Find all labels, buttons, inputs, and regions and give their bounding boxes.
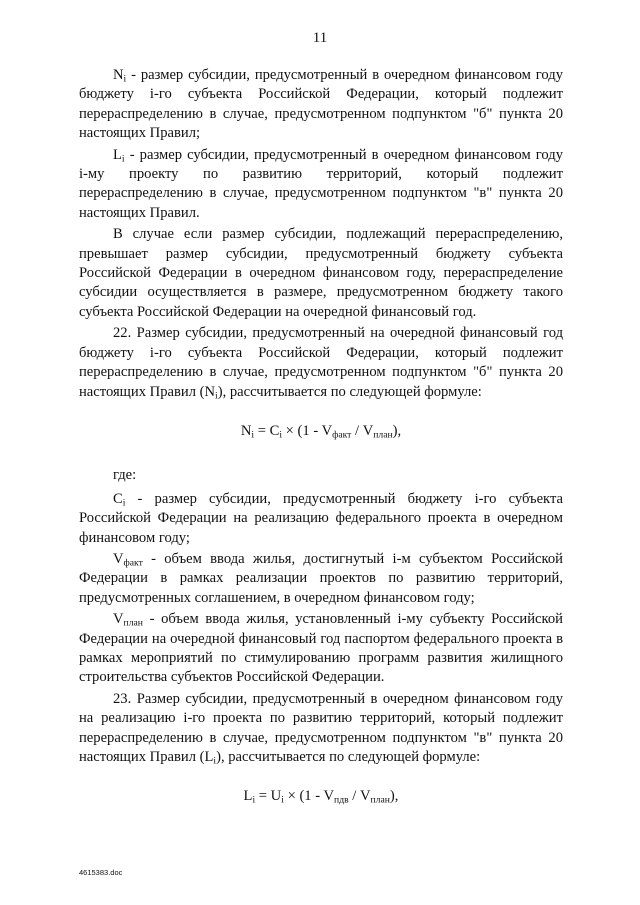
- definition-ci: $C_i$ - размер субсидии, предусмотренный бюджету i-го субъекта Российской Федерации на реализацию федерального проекта в очередном финансовом году;: [79, 490, 563, 546]
- document-filename: 4615383.doc: [79, 868, 123, 877]
- formula-ni: $N_i = C_i \times (1 - V_{факт} / V_{план})$,: [240, 422, 402, 441]
- paragraph-23: 23. Размер субсидии, предусмотренный в очередном финансовом году на реализацию i-го проекта по развитию территорий, который подлежит перераспределению в случае, предусмотренном подпунктом "в" пункта 20 настоящих Правил $(L_i)$, рассчитывается по следующей формуле:: [79, 690, 563, 767]
- paragraph-excess: В случае если размер субсидии, подлежащий перераспределению, превышает размер субсидии, предусмотренный бюджету субъекта Российской Федерации в очередном финансовом году, перераспределение субсидии осуществляется в размере, предусмотренном бюджету такого субъекта Российской Федерации на очередной финансовый год.: [79, 226, 563, 320]
- formula-li: $L_i = U_i \times (1 - V_{пдв} / V_{план})$,: [243, 788, 399, 806]
- paragraph-22: 22. Размер субсидии, предусмотренный на очередной финансовый год бюджету i-го субъекта Российской Федерации, который подлежит перераспределению в случае, предусмотренном подпунктом "б" пункта 20 настоящих Правил $(N_i)$, рассчитывается по следующей формуле:: [79, 325, 563, 401]
- definition-ni: $N_i$ - размер субсидии, предусмотренный в очередном финансовом году бюджету i-го субъекта Российской Федерации, который подлежит перераспределению в случае, предусмотренном подпунктом "б" пункта 20 настоящих Правил;: [79, 67, 563, 142]
- definition-vplan: $V_{план}$ - объем ввода жилья, установленный i-му субъекту Российской Федерации на очередной финансовый год паспортом федерального проекта в рамках мероприятий по стимулированию программ развития жилищного строительства субъектов Российской Федерации.: [79, 611, 563, 686]
- definition-vfakt: $V_{факт}$ - объем ввода жилья, достигнутый i-м субъектом Российской Федерации в рамках реализации проектов по развитию территорий, предусмотренных соглашением, в очередном финансовом году;: [79, 550, 563, 606]
- document-body: [79, 66, 563, 832]
- definition-li: $L_i$ - размер субсидии, предусмотренный в очередном финансовом году i-му проекту по развитию территорий, который подлежит перераспределению в случае, предусмотренном подпунктом "в" пункта 20 настоящих Правил.: [79, 146, 563, 221]
- where-label: где:: [113, 467, 137, 484]
- page-number: 11: [312, 30, 328, 46]
